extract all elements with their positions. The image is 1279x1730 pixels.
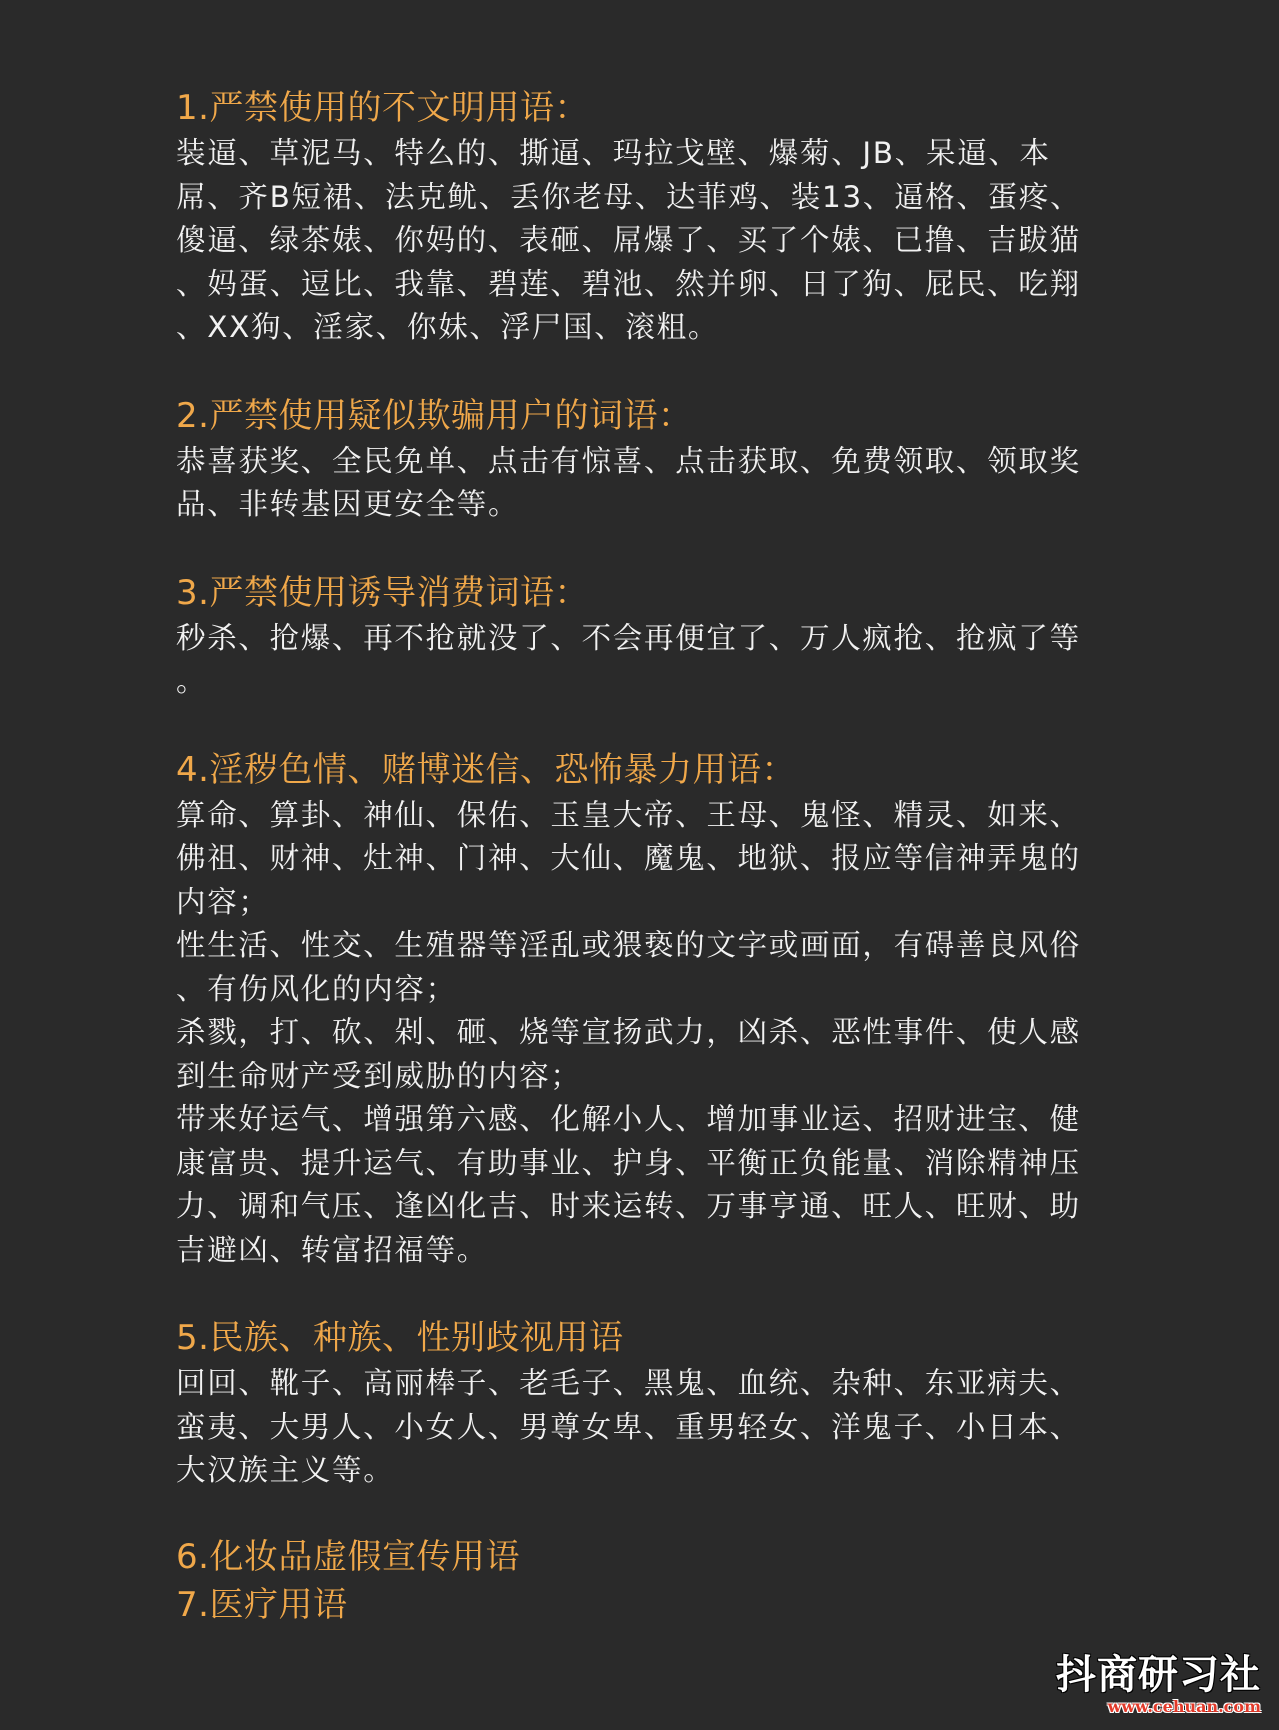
watermark-brand: 抖商研习社 [1056, 1651, 1261, 1698]
section-text-line: 品、非转基因更安全等。 [176, 487, 520, 521]
section-title: 5.民族、种族、性别歧视用语 [176, 1318, 624, 1358]
section-text-line: 带来好运气、增强第六感、化解小人、增加事业运、招财进宝、健 [176, 1102, 1081, 1136]
section-text-line: 回回、靴子、高丽棒子、老毛子、黑鬼、血统、杂种、东亚病夫、 [176, 1366, 1081, 1400]
section-3 [176, 569, 1106, 704]
section-1 [176, 84, 1106, 350]
section-4 [176, 746, 1106, 1273]
section-text-line: 到生命财产受到威胁的内容； [176, 1058, 582, 1093]
section-text-line: 吉避凶、转富招福等。 [176, 1232, 489, 1267]
section-text-line: 装逼、草泥马、特么的、撕逼、玛拉戈壁、爆菊、JB、呆逼、本 [176, 136, 1051, 170]
section-text-line: 傻逼、绿茶婊、你妈的、表砸、屌爆了、买了个婊、已撸、吉跋猫 [176, 223, 1081, 257]
section-text-line: 、妈蛋、逗比、我靠、碧莲、碧池、然并卵、日了狗、屁民、吃翔 [176, 266, 1081, 301]
section-title: 4.淫秽色情、赌博迷信、恐怖暴力用语： [176, 749, 796, 790]
section-text-line: 佛祖、财神、灶神、门神、大仙、魔鬼、地狱、报应等信神弄鬼的 [176, 841, 1081, 875]
section-5 [176, 1314, 1106, 1493]
section-text-line: 康富贵、提升运气、有助事业、护身、平衡正负能量、消除精神压 [176, 1145, 1081, 1180]
section-title: 6.化妆品虚假宣传用语 [176, 1536, 520, 1577]
section-text-line: 大汉族主义等。 [176, 1453, 395, 1487]
section-text-line: 算命、算卦、神仙、保佑、玉皇大帝、王母、鬼怪、精灵、如来、 [176, 797, 1081, 832]
section-title: 7.医疗用语 [176, 1584, 348, 1625]
section-text-line: 蛮夷、大男人、小女人、男尊女卑、重男轻女、洋鬼子、小日本、 [176, 1409, 1081, 1444]
watermark-logo [1056, 1652, 1261, 1716]
section-text-line: 内容； [176, 884, 270, 919]
section-title: 1.严禁使用的不文明用语： [176, 88, 589, 128]
section-text-line: 屌、齐B短裙、法克鱿、丢你老母、达菲鸡、装13、逼格、蛋疼、 [176, 179, 1082, 214]
section-text-line: 。 [176, 664, 208, 698]
section-title: 3.严禁使用诱导消费词语： [176, 572, 589, 613]
section-2 [176, 392, 1106, 527]
watermark-site: www.cehuan.com [1107, 1697, 1261, 1716]
section-text-line: 秒杀、抢爆、再不抢就没了、不会再便宜了、万人疯抢、抢疯了等 [176, 620, 1081, 655]
section-text-line: 性生活、性交、生殖器等淫乱或猥亵的文字或画面，有碍善良风俗 [176, 928, 1081, 962]
document-body [176, 84, 1106, 1629]
section-text-line: 杀戮，打、砍、剁、砸、烧等宣扬武力，凶杀、恶性事件、使人感 [176, 1015, 1081, 1049]
section-title: 2.严禁使用疑似欺骗用户的词语： [176, 395, 693, 436]
section-text-line: 恭喜获奖、全民免单、点击有惊喜、点击获取、免费领取、领取奖 [176, 443, 1081, 478]
section-text-line: 、XX狗、淫家、你妹、浮尸国、滚粗。 [176, 310, 720, 344]
section-text-line: 、有伤风化的内容； [176, 971, 457, 1006]
section-text-line: 力、调和气压、逢凶化吉、时来运转、万事亨通、旺人、旺财、助 [176, 1189, 1081, 1223]
section-7 [176, 1581, 1106, 1629]
section-6 [176, 1533, 1106, 1581]
